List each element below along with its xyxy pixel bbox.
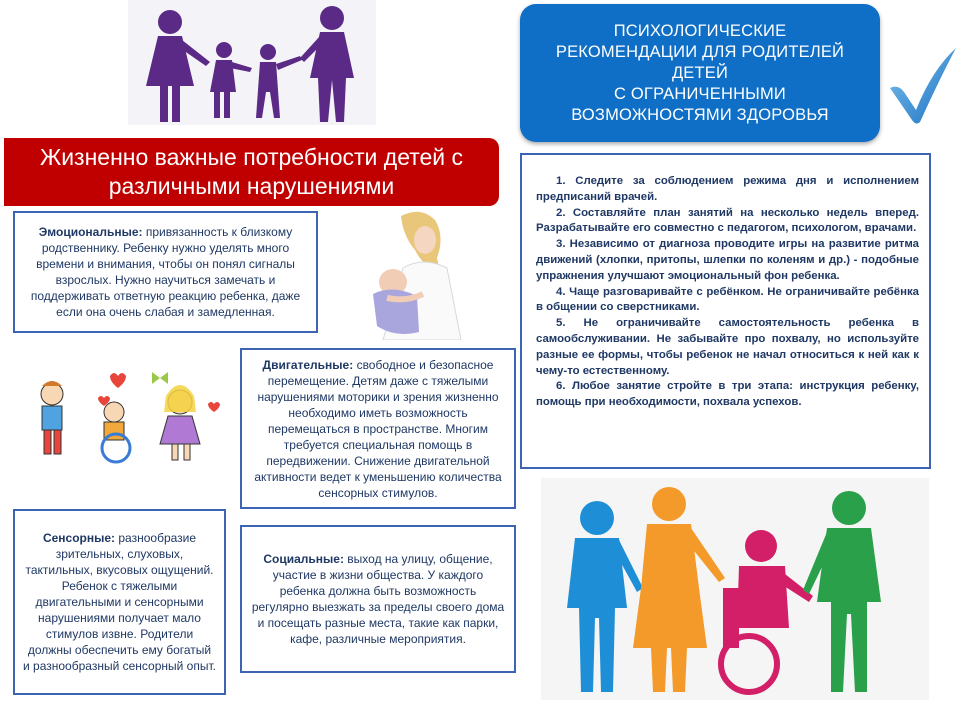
banner-line: Жизненно важные потребности детей с <box>39 144 464 170</box>
motor-needs-box <box>240 348 516 509</box>
recommendation-item: 2. Составляйте план занятий на несколько недель вперед. Разрабатывайте его совместно с педагогом, психологом, врачами. <box>536 206 919 235</box>
motor-description: свободное и безопасное перемещение. Детям даже с тяжелыми нарушениями моторики и зрения жизненно необходимо иметь возможность перемещаться в пространстве. Многим требуется специальная помощь в передвижении. Снижение двигательной активности ведет к уменьшению количества сенсорных стимулов. <box>254 357 502 500</box>
social-needs-text <box>250 551 506 647</box>
sensory-needs-text <box>23 530 216 674</box>
sensory-needs-box <box>13 509 226 695</box>
emotional-label: Эмоциональные: <box>38 225 143 239</box>
title-line: ПСИХОЛОГИЧЕСКИЕ <box>613 21 787 40</box>
emotional-needs-text <box>23 224 308 320</box>
title-panel <box>520 4 880 142</box>
title-line: РЕКОМЕНДАЦИИ ДЛЯ РОДИТЕЛЕЙ <box>555 42 845 61</box>
recommendation-item: 3. Независимо от диагноза проводите игры на развитие ритма движений (хлопки, притопы, шлепки по коленям и др.) - подобные упражнения улучшают эмоциональный фон ребенка. <box>536 238 919 282</box>
recommendation-item: 5. Не ограничивайте самостоятельность ребенка в самообслуживании. Не забывайте про похвалу, но используйте разные ее формы, чтобы ребенок не начал относиться к ней как к чему-то естественному. <box>536 317 919 377</box>
kids-drawing-image <box>12 360 226 468</box>
title-line: С ОГРАНИЧЕННЫМИ <box>614 84 786 103</box>
recommendation-item: 6. Любое занятие стройте в три этапа: инструкция ребенку, помощь при необходимости, похвала успехов. <box>536 380 919 409</box>
title-line: ВОЗМОЖНОСТЯМИ ЗДОРОВЬЯ <box>571 105 829 124</box>
family-silhouette-image <box>128 0 376 125</box>
social-needs-box <box>240 525 516 673</box>
motor-needs-text <box>250 357 506 501</box>
emotional-description: привязанность к близкому родственнику. Ребенку нужно уделять много времени и внимания, чтобы он понял сигналы взрослых. Нужно научиться замечать и поддерживать ответную реакцию ребенка, даже если она очень слабая и замедленная. <box>30 225 301 319</box>
title-line: ДЕТЕЙ <box>671 63 729 82</box>
recommendations-list <box>520 153 931 469</box>
social-label: Социальные: <box>263 552 344 566</box>
social-description: выход на улицу, общение, участие в жизни общества. У каждого ребенка должна быть возможность регулярно выезжать за пределы своего дома и посещать разные места, такие как парки, кафе, различные мероприятия. <box>251 552 505 646</box>
sensory-description: разнообразие зрительных, слуховых, тактильных, вкусовых ощущений. Ребенок с тяжелыми двигательными и сенсорными нарушениями получает мало стимулов извне. Родители должны обеспечить ему богатый и разнообразный сенсорный опыт. <box>23 531 216 673</box>
people-silhouettes-image <box>541 478 929 700</box>
checkmark-icon <box>888 44 958 126</box>
emotional-needs-box <box>13 211 318 333</box>
recommendation-item: 4. Чаще разговаривайте с ребёнком. Не ограничивайте ребёнка в общении со сверстниками. <box>536 285 919 314</box>
needs-banner <box>4 138 499 206</box>
recommendation-item: 1. Следите за соблюдением режима дня и исполнением предписаний врачей. <box>536 175 919 203</box>
mother-with-child-image <box>363 206 463 340</box>
motor-label: Двигательные: <box>262 357 354 372</box>
sensory-label: Сенсорные: <box>42 531 116 545</box>
banner-line: различными нарушениями <box>108 173 395 199</box>
